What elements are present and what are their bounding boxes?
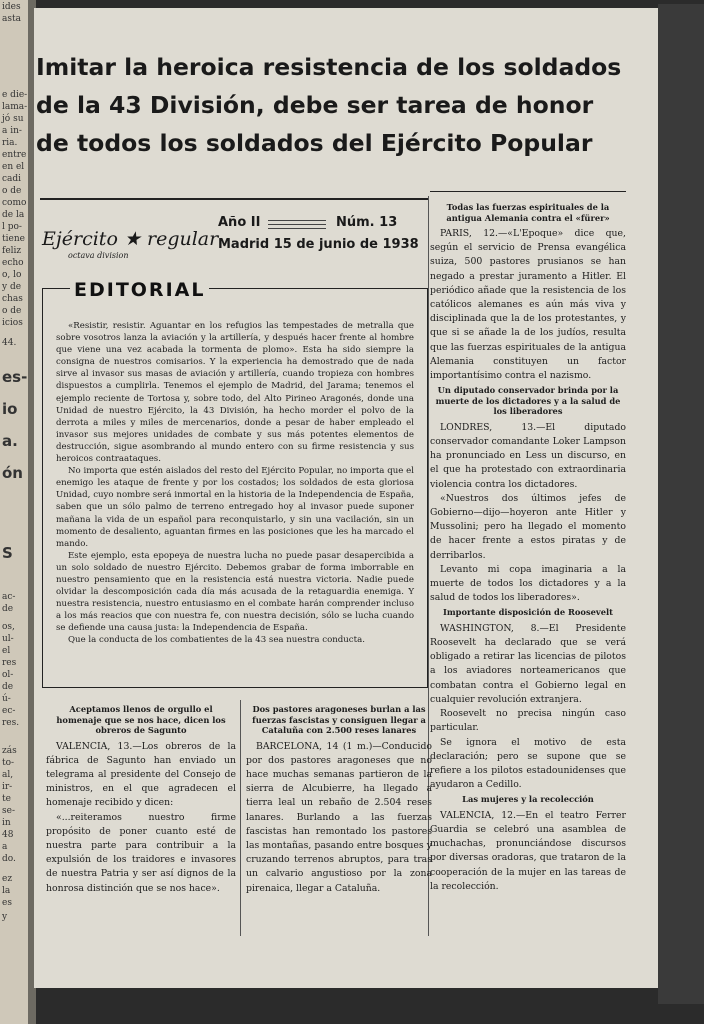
article-paragraph: VALENCIA, 12.—En el teatro Ferrer Guardia se celebró una asamblea de muchachas, pronunciándose discursos por diversas oradoras, que trataron de la cooperación de la mujer en las tareas de la recolección. [430,809,626,892]
article-sagunto [46,702,236,896]
margin-fragment: echo [2,258,24,268]
issue-date: Madrid 15 de junio de 1938 [218,237,419,252]
margin-fragment: o, lo [2,270,22,280]
article-paragraph: LONDRES, 13.—El diputado conservador comandante Loker Lampson ha pronunciado en Less un discurso, en el que ha protestado con extraordinaria violencia contra los dictadores. [430,421,626,490]
margin-fragment: feliz [2,246,22,256]
masthead-rule [268,228,326,229]
margin-fragment: ol- [2,670,14,680]
editorial-paragraph: Que la conducta de los combatientes de la 43 sea nuestra conducta. [68,635,365,646]
margin-fragment: res. [2,718,20,728]
column-divider [240,700,241,936]
editorial-paragraph: No importa que estén aislados del resto del Ejército Popular, no importa que el enemigo les ataque de frente y por los costados; los soldados de esta gloriosa Unidad, cuyo nombre será inmortal en la historia de la Independencia de España, saben que un sólo palmo de terreno entregado hoy al invasor puede suponer mañana la vida de un español para reconquistarlo, y sin una vacilación, sin un momento de desaliento, aguantan firmes en las posiciones que les ha marcado el mando. [56,466,414,549]
margin-fragment: a [2,842,8,852]
editorial-paragraph: «Resistir, resistir. Aguantar en los refugios las tempestades de metralla que sobre vosotros lanza la aviación y la artillería, y después hacer frente al hombre que viene una vez acabada la tormenta de plomo». Esta ha sido siempre la consigna de nuestros comisarios. Y la experiencia ha demostrado que de nada sirve al invasor sus masas de aviación y artillería, cuando tropieza con hombres dispuestos a cumplirla. Tenemos el ejemplo de Madrid, del Jarama; tenemos el ejemplo reciente de Tortosa y, sobre todo, del Alto Pirineo Aragonés, donde una Unidad de nuestro Ejército, la 43 División, ha hecho morder el polvo de la derrota a miles y miles de mercenarios, donde a pesar de haber empleado el invasor sus mejores unidades de combate y sus más potentes elementos de destrucción, sigue asombrando al mundo entero con su firme resistencia y sus heroicos contraataques. [56,321,414,465]
margin-fragment: ec- [2,706,16,716]
margin-fragment: te [2,794,11,804]
article-heading: Importante disposición de Roosevelt [442,607,613,618]
margin-fragment: ides [2,2,21,12]
issue-year: Año II [218,215,261,230]
margin-fragment: ac- [2,592,16,602]
margin-fragment: ir- [2,782,13,792]
margin-fragment: es [2,898,12,908]
article-paragraph: «Nuestros dos últimos jefes de Gobierno—dijo—hoyeron ante Hitler y Mussolini; pero ha llegado el momento de hacer frente a estos piratas y de derribarlos. [430,492,626,561]
article-paragraph: VALENCIA, 13.—Los obreros de la fábrica de Sagunto han enviado un telegrama al presidente del Consejo de ministros, en el que agradecen el homenaje recibido y dicen: [46,740,236,809]
article-heading: Un diputado conservador brinda por la muerte de los dictadores y a la salud de los liberadores [435,385,621,417]
article-heading: Dos pastores aragoneses burlan a las fuerzas fascistas y consiguen llegar a Cataluña con 2.500 reses lanares [252,704,426,735]
margin-fragment: entre [2,150,27,160]
margin-fragment: e die- [2,90,28,100]
editorial-body [56,320,414,647]
margin-fragment: en el [2,162,25,172]
margin-fragment: o de [2,186,22,196]
margin-fragment: de [2,604,14,614]
margin-fragment: al, [2,770,14,780]
margin-fragment: ria. [2,138,18,148]
margin-fragment: icios [2,318,23,328]
margin-fragment: y [2,912,8,922]
margin-fragment: la [2,886,11,896]
headline-line-1: Imitar la heroica resistencia de los soldados [36,53,622,81]
margin-fragment: ul- [2,634,14,644]
margin-fragment: io [2,400,18,418]
article-paragraph: BARCELONA, 14 (1 m.)—Conducido por dos pastores aragoneses que no hace muchas semanas partieron de la sierra de Alcubierre, ha llegado a tierra leal un rebaño de 2.504 reses lanares. Burlando a las fuerzas fascistas han remontado los pastores las montañas, pasando entre bosques y cruzando terrenos abruptos, para tras un calvario angustioso por la zona pirenaica, llegar a Cataluña. [246,740,432,894]
masthead-rule [268,220,326,221]
margin-fragment: cadi [2,174,22,184]
margin-fragment: res [2,658,17,668]
headline [36,48,626,162]
right-page-edge [658,4,704,1004]
headline-line-3: de todos los soldados del Ejército Popular [36,129,593,157]
article-heading: Aceptamos llenos de orgullo el homenaje que se nos hace, dicen los obreros de Sagunto [56,704,226,735]
margin-fragment: a in- [2,126,22,136]
margin-fragment: tiene [2,234,25,244]
article-pastores [246,702,432,896]
right-news-column [430,200,626,894]
article-heading: Todas las fuerzas espirituales de la antigua Alemania contra el «fürer» [446,202,610,223]
margin-fragment: o de [2,306,22,316]
article-paragraph: «...reiteramos nuestro firme propósito de poner cuanto esté de nuestra parte para contribuir a la expulsión de los traidores e invasores de nuestra Patria y ser así dignos de la honrosa distinción que se nos hace». [46,811,236,894]
margin-fragment: chas [2,294,23,304]
right-column-top-rule [430,191,626,192]
margin-fragment: in [2,818,11,828]
margin-fragment: a. [2,432,18,450]
margin-fragment: S [2,544,13,562]
margin-fragment: 48 [2,830,14,840]
margin-fragment: to- [2,758,15,768]
margin-fragment: 44. [2,338,17,348]
margin-fragment: zás [2,746,17,756]
article-paragraph: Roosevelt no precisa ningún caso particular. [430,708,626,734]
masthead-logo: Ejército ★ regular [42,228,219,250]
margin-fragment: es- [2,368,28,386]
editorial-title: EDITORIAL [70,279,209,301]
masthead-logo-subtitle: octava division [68,251,129,260]
editorial-paragraph: Este ejemplo, esta epopeya de nuestra lucha no puede pasar desapercibida a un solo soldado de nuestro Ejército. Debemos grabar de forma imborrable en nuestro pensamiento que en la resistencia está nuestra victoria. Nadie puede olvidar la descomposición cada día más acusada de la retaguardia enemiga. Y nuestra resistencia, nuestro entusiasmo en el combate harán comprender incluso a los más reacios que con nuestra fe, con nuestra decisión, sólo se lucha cuando se defiende una causa justa: la Independencia de España. [56,550,414,634]
margin-fragment: ú- [2,694,11,704]
margin-fragment: de [2,682,14,692]
margin-fragment: ón [2,464,23,482]
margin-fragment: do. [2,854,16,864]
article-paragraph: WASHINGTON, 8.—El Presidente Roosevelt ha declarado que se verá obligado a retirar las licencias de pilotos a los aviadores norteamericanos que combatan contra el Gobierno legal en cualquier revolución extranjera. [430,622,626,705]
masthead-rule [268,224,326,225]
margin-fragment: el [2,646,11,656]
margin-fragment: os, [2,622,15,632]
margin-fragment: y de [2,282,22,292]
margin-fragment: como [2,198,27,208]
adjacent-page-strip [0,0,30,1024]
masthead-top-rule [40,198,428,200]
margin-fragment: asta [2,14,21,24]
margin-fragment: lama- [2,102,28,112]
article-paragraph: PARIS, 12.—«L'Epoque» dice que, según el servicio de Prensa evangélica suiza, 500 pastores prusianos se han negado a prestar juramento a Hitler. El periódico añade que la resistencia de los católicos alemanes es aún más viva y disciplinada que la de los protestantes, y que si se añade la de los judíos, resulta que las fuerzas espirituales de la antigua Alemania constituyen un factor importantísimo contra el nazismo. [430,228,626,382]
issue-number: Núm. 13 [336,215,398,230]
margin-fragment: l po- [2,222,22,232]
headline-line-2: de la 43 División, debe ser tarea de honor [36,91,594,119]
margin-fragment: ez [2,874,13,884]
margin-fragment: jó su [2,114,24,124]
article-heading: Las mujeres y la recolección [462,794,594,805]
margin-fragment: de la [2,210,25,220]
margin-fragment: se- [2,806,15,816]
article-paragraph: Se ignora el motivo de esta declaración; pero se supone que se refiere a los pilotos estadounidenses que ayudaron a Cedillo. [430,736,626,791]
article-paragraph: Levanto mi copa imaginaria a la muerte de todos los dictadores y a la salud de todos los liberadores». [430,563,626,604]
